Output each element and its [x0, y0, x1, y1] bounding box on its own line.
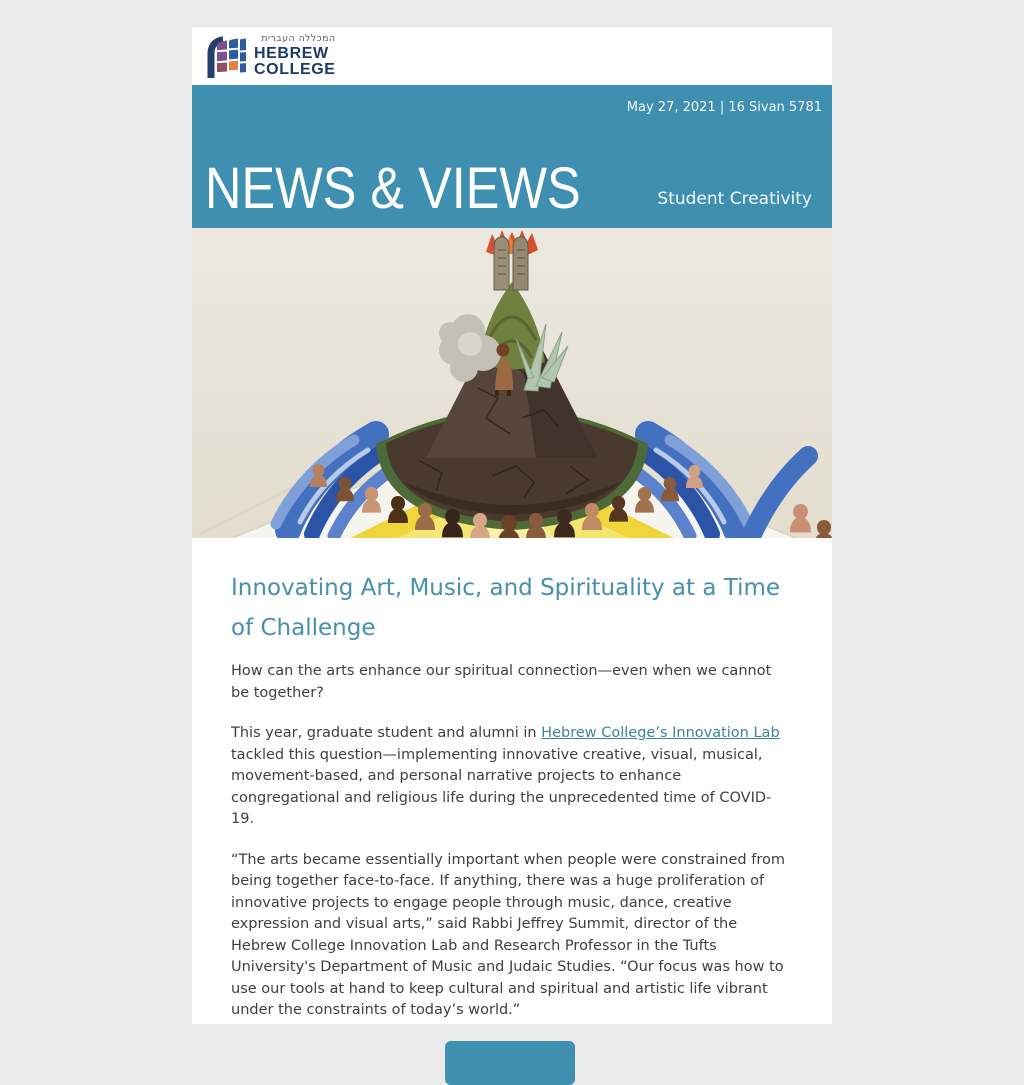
logo-hebrew-text: המכללה העברית	[261, 33, 336, 45]
hebrew-college-logo-icon	[205, 34, 247, 78]
issue-date: May 27, 2021 | 16 Sivan 5781	[626, 100, 822, 115]
email-header	[192, 27, 832, 85]
article-paragraph-1: How can the arts enhance our spiritual connection—even when we cannot be together?	[231, 663, 772, 701]
email-container	[192, 27, 832, 1024]
article-heading: Innovating Art, Music, and Spirituality at a Time of Challenge	[231, 575, 781, 641]
hero-artwork-image	[192, 228, 832, 538]
logo-line2: COLLEGE	[254, 60, 336, 78]
masthead-banner	[192, 85, 832, 228]
paragraph-2-suffix: tackled this question—implementing innovative creative, visual, musical, movement-based, and personal narrative projects to enhance congregational and religious life during the unprecedented time of COVID-19.	[231, 746, 772, 827]
innovation-lab-link[interactable]: Hebrew College’s Innovation Lab	[541, 725, 780, 741]
newsletter-title: NEWS & VIEWS	[205, 155, 581, 221]
newsletter-subtitle: Student Creativity	[657, 189, 812, 209]
article-paragraph-3: “The arts became essentially important when people were constrained from being together face-to-face. If anything, there was a huge proliferation of innovative projects to engage people through music, dance, creative expression and visual arts,” said Rabbi Jeffrey Summit, director of the Hebrew College Innovation Lab and Research Professor in the Tufts University's Department of Music and Judaic Studies. “Our focus was how to use our tools at hand to keep cultural and spiritual and artistic life vibrant under the constraints of today’s world.”	[231, 851, 785, 1018]
masthead-title-row	[205, 155, 832, 221]
hebrew-college-logo[interactable]	[205, 34, 336, 78]
logo-wordmark	[254, 34, 336, 78]
article-paragraph-2	[231, 723, 788, 831]
logo-line1: HEBREW	[254, 44, 329, 62]
cta-button[interactable]	[445, 1041, 575, 1085]
article-body	[192, 538, 832, 1024]
paragraph-2-prefix: This year, graduate student and alumni in	[231, 725, 542, 741]
